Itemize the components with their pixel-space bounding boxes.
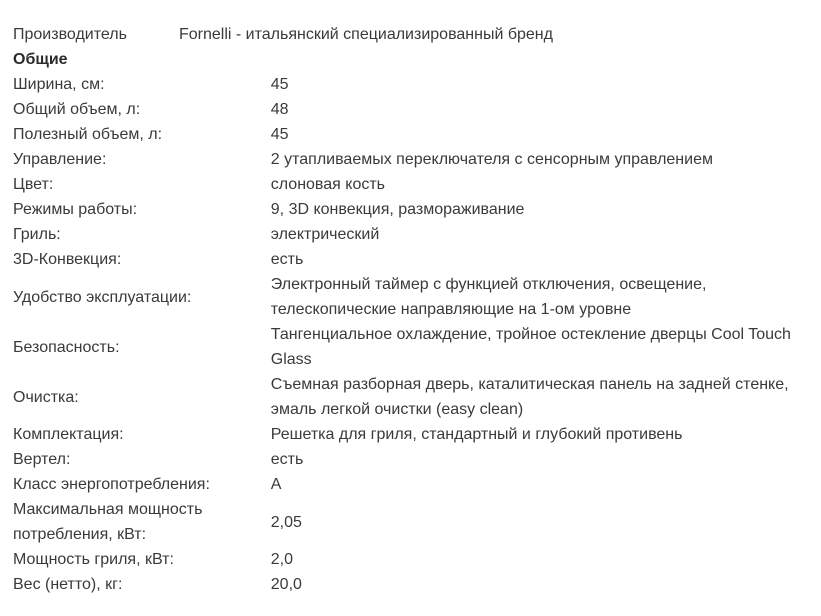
table-row [10, 322, 810, 372]
spec-label-safety: Безопасность: [13, 338, 120, 356]
table-row [10, 422, 810, 447]
table-row [10, 72, 810, 97]
table-row [10, 272, 810, 322]
spec-label-cleaning: Очистка: [13, 388, 79, 406]
spec-value-cleaning: Съемная разборная дверь, каталитическая панель на задней стенке, эмаль легкой очистки (easy clean) [270, 376, 789, 418]
table-row [10, 572, 810, 597]
spec-value-3d-convection: есть [270, 251, 304, 268]
spec-value-convenience: Электронный таймер с функцией отключения, освещение, телескопические направляющие на 1-ом уровне [270, 276, 707, 318]
spec-label-weight: Вес (нетто), кг: [13, 576, 123, 593]
spec-label-max-power: Максимальная мощность потребления, кВт: [13, 501, 203, 543]
spec-table [10, 72, 810, 597]
table-row [10, 147, 810, 172]
spec-label-modes: Режимы работы: [13, 201, 138, 218]
spec-value-total-volume: 48 [270, 101, 289, 118]
spec-label-grill: Гриль: [13, 226, 61, 243]
table-row [10, 547, 810, 572]
spec-label-total-volume: Общий объем, л: [13, 101, 141, 118]
spec-label-package: Комплектация: [13, 426, 124, 443]
spec-value-max-power: 2,05 [270, 513, 302, 531]
spec-label-3d-convection: 3D-Конвекция: [13, 251, 122, 268]
table-row [10, 122, 810, 147]
spec-value-rotisserie: есть [270, 451, 304, 468]
spec-value-energy-class: A [270, 476, 282, 493]
spec-value-usable-volume: 45 [270, 126, 289, 143]
spec-label-control: Управление: [13, 151, 107, 168]
spec-label-usable-volume: Полезный объем, л: [13, 126, 163, 143]
table-row [10, 372, 810, 422]
spec-value-weight: 20,0 [270, 576, 302, 593]
spec-value-width: 45 [270, 76, 289, 93]
manufacturer-label: Производитель [13, 26, 127, 43]
spec-label-energy-class: Класс энергопотребления: [13, 476, 210, 493]
spec-value-package: Решетка для гриля, стандартный и глубокий противень [270, 426, 683, 443]
spec-label-grill-power: Мощность гриля, кВт: [13, 551, 174, 568]
table-row [10, 247, 810, 272]
section-title: Общие [13, 51, 68, 68]
manufacturer-row [13, 24, 553, 46]
spec-value-color: слоновая кость [270, 176, 385, 193]
spec-label-width: Ширина, см: [13, 76, 105, 93]
spec-label-color: Цвет: [13, 176, 54, 193]
spec-value-control: 2 утапливаемых переключателя с сенсорным управлением [270, 151, 713, 168]
manufacturer-value: Fornelli - итальянский специализированный бренд [179, 26, 553, 43]
table-row [10, 222, 810, 247]
table-row [10, 447, 810, 472]
spec-value-modes: 9, 3D конвекция, размораживание [270, 201, 525, 218]
table-row [10, 497, 810, 547]
spec-value-grill-power: 2,0 [270, 551, 294, 568]
spec-value-grill: электрический [270, 226, 380, 243]
spec-label-rotisserie: Вертел: [13, 451, 71, 468]
spec-value-safety: Тангенциальное охлаждение, тройное остекление дверцы Cool Touch Glass [270, 326, 791, 368]
table-row [10, 197, 810, 222]
spec-label-convenience: Удобство эксплуатации: [13, 288, 192, 306]
table-row [10, 472, 810, 497]
table-row [10, 97, 810, 122]
table-row [10, 172, 810, 197]
